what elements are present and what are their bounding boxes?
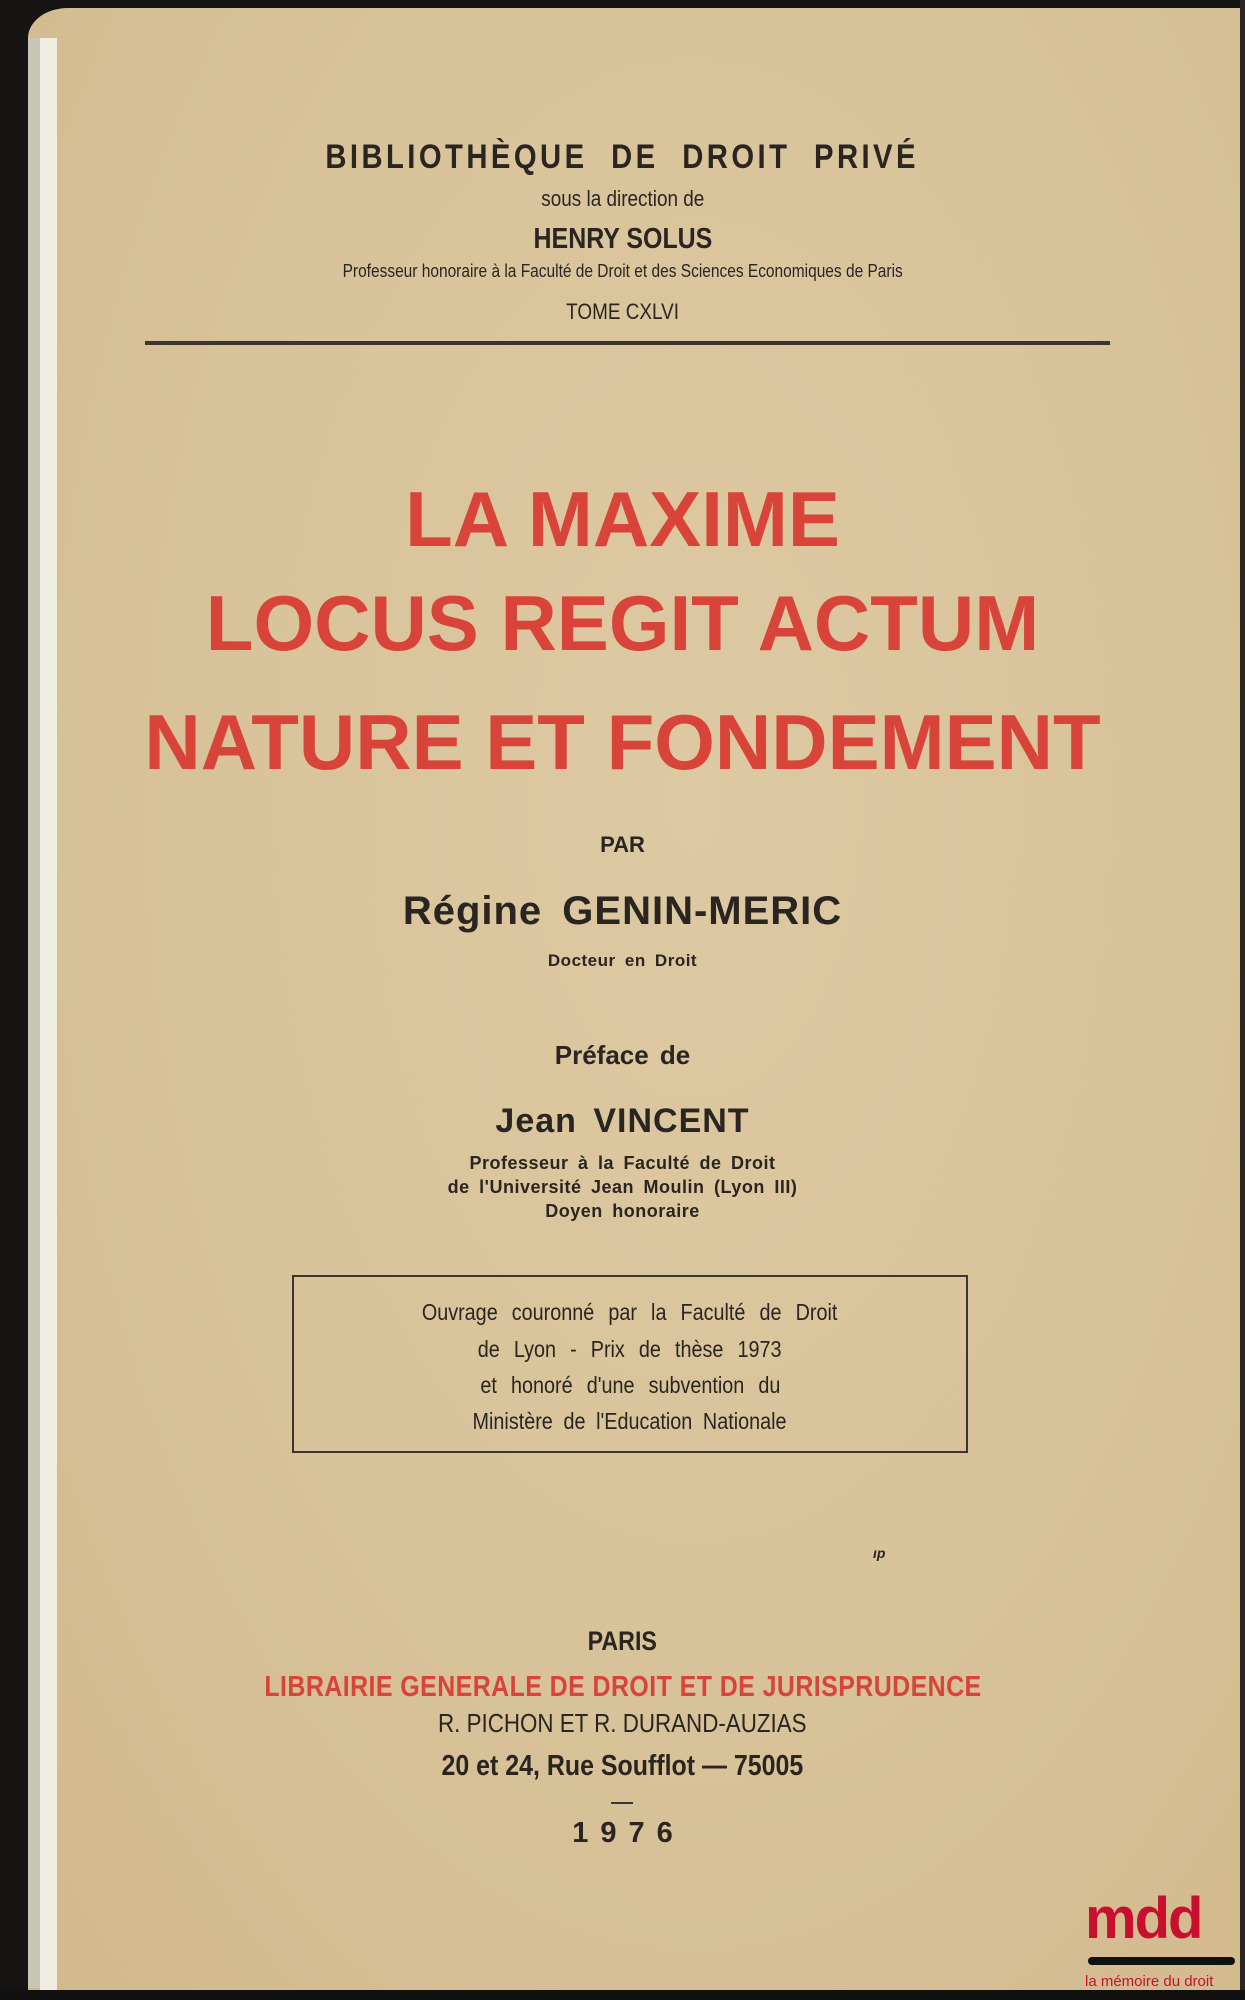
preface-author-title-2: de l'Université Jean Moulin (Lyon III)	[447, 1177, 798, 1197]
preface-author-title-1: Professeur à la Faculté de Droit	[469, 1153, 776, 1173]
author-degree: Docteur en Droit	[547, 951, 698, 970]
award-line-1: Ouvrage couronné par la Faculté de Droit	[422, 1299, 838, 1325]
series-director: HENRY SOLUS	[533, 223, 712, 255]
volume-number: TOME CXLVI	[566, 299, 679, 324]
year-divider	[611, 1802, 633, 1804]
series-title: BIBLIOTHÈQUE DE DROIT PRIVÉ	[325, 138, 920, 176]
logo-tagline: la mémoire du droit	[1085, 1973, 1214, 1990]
award-line-3: et honoré d'une subvention du	[480, 1372, 780, 1398]
header-divider	[145, 341, 1110, 345]
publisher-address: 20 et 24, Rue Soufflot — 75005	[441, 1750, 804, 1782]
book-title-line-2: LOCUS REGIT ACTUM	[205, 579, 1040, 667]
publication-year: 1976	[572, 1817, 685, 1849]
director-title: Professeur honoraire à la Faculté de Droit et des Sciences Economiques de Paris	[342, 261, 903, 281]
award-line-4: Ministère de l'Education Nationale	[473, 1408, 787, 1434]
preface-author: Jean VINCENT	[495, 1102, 750, 1140]
preface-label: Préface de	[554, 1040, 691, 1070]
bottom-frame	[0, 1990, 1245, 2000]
logo-bar	[1088, 1957, 1235, 1965]
imprint-city: PARIS	[587, 1626, 658, 1656]
by-label: PAR	[600, 832, 645, 857]
author-name: Régine GENIN-MERIC	[402, 889, 843, 933]
award-line-2: de Lyon - Prix de thèse 1973	[478, 1336, 782, 1362]
book-title-line-3: NATURE ET FONDEMENT	[144, 698, 1101, 786]
publisher-name: LIBRAIRIE GENERALE DE DROIT ET DE JURISPRUDENCE	[263, 1671, 982, 1703]
publisher-partners: R. PICHON ET R. DURAND-AUZIAS	[438, 1708, 807, 1738]
preface-author-title-3: Doyen honoraire	[545, 1201, 700, 1221]
award-box	[292, 1275, 968, 1453]
mdd-logo-icon: mdd	[1085, 1886, 1202, 1951]
mdd-watermark-logo	[1085, 1886, 1240, 2000]
direction-label: sous la direction de	[540, 186, 705, 211]
stray-ink-mark: ıp	[873, 1545, 886, 1561]
book-title-line-1: LA MAXIME	[405, 475, 840, 563]
